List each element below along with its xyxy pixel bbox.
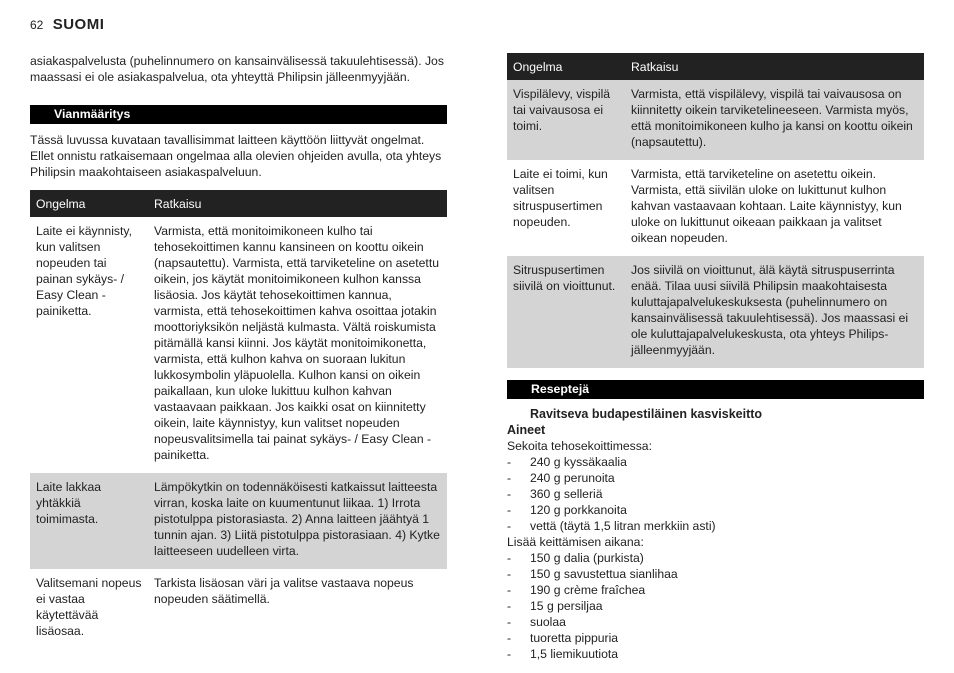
troubleshooting-table [30, 190, 447, 649]
solution-cell: Varmista, että monitoimikoneen kulho tai tehosekoittimen kannu kansineen on koottu oikein (napsautettu). Varmista, että tarviketeline on asetettu oikein, jos käytät monitoimikoneen kulhon kanssa lisäosia. Jos käytät tehosekoittimen kannua, varmista, että tehosekoittimen kahva osoittaa jotakin moottoriyksikön neljästä kulmasta. Vältä roiskumista pitämällä kansi kiinni. Jos käytät monitoimikonetta, varmista, että kulhon kahva on suoraan lukitun lukkosymbolin yläpuolella. Kulhon kansi on oikein paikallaan, kun uloke lukittuu kulhon kahvan vastaavaan paikkaan. Jos kaikki osat on kiinnitetty oikein, laite käynnistyy, kun valitset nopeuden nopeusvalitsimella tai painat sykäys- / Easy Clean -painiketta. [154, 224, 439, 462]
section-title-recipes: Reseptejä [507, 380, 924, 399]
solution-cell: Jos siivilä on vioittunut, älä käytä sitruspuserrinta enää. Tilaa uusi siivilä Philipsin maakohtaisesta kuluttajapalvelukeskuksesta (puhelinnumero on kansainvälisessä takuulehtisessä). Jos maassasi ei ole kuluttajapalvelukeskusta, ota yhteys Philips-jälleenmyyjään. [625, 256, 924, 368]
add-ingredients-list [507, 550, 924, 662]
table-row [507, 256, 924, 368]
problem-cell: Laite ei toimi, kun valitsen sitruspusertimen nopeuden. [513, 167, 608, 229]
header-solution: Ratkaisu [625, 53, 924, 80]
header-solution: Ratkaisu [148, 190, 447, 217]
list-item: - 190 g crème fraîchea [507, 582, 924, 598]
list-item: - 15 g persiljaa [507, 598, 924, 614]
table-row [507, 80, 924, 160]
troubleshooting-table-continued [507, 53, 924, 368]
list-item: - 240 g kyssäkaalia [507, 454, 924, 470]
recipe-title: Ravitseva budapestiläinen kasviskeitto [530, 407, 763, 421]
table-header-row [507, 53, 924, 80]
list-item: - 120 g porkkanoita [507, 502, 924, 518]
mix-instruction: Sekoita tehosekoittimessa: [507, 439, 652, 453]
problem-cell: Laite ei käynnisty, kun valitsen nopeuden tai painan sykäys- / Easy Clean -painiketta. [36, 224, 132, 318]
table-row [30, 217, 447, 473]
solution-cell: Tarkista lisäosan väri ja valitse vastaava nopeus nopeuden säätimellä. [154, 576, 414, 606]
ingredients-title: Aineet [507, 423, 546, 437]
intro-text: asiakaspalvelusta (puhelinnumero on kansainvälisessä takuulehtisessä). Jos maassasi ei ole asiakaspalvelua, ota yhteyttä Philipsin jälleenmyyjään. [30, 54, 444, 84]
page-number: 62 [30, 18, 44, 32]
right-column [507, 53, 924, 662]
list-item: - 150 g dalia (purkista) [507, 550, 924, 566]
solution-cell: Lämpökytkin on todennäköisesti katkaissut laitteesta virran, koska laite on kuumentunut liikaa. 1) Irrota pistotulppa pistorasiasta. 2) Anna laitteen jäähtyä 1 tunnin ajan. 3) Liitä pistotulppa pistorasiaan. 4) Kytke laitteeseen uudelleen virta. [148, 473, 447, 569]
table-row [507, 160, 924, 256]
problem-cell: Valitsemani nopeus ei vastaa käytettävää lisäosaa. [36, 576, 142, 638]
add-instruction: Lisää keittämisen aikana: [507, 535, 644, 549]
problem-cell: Vispilälevy, vispilä tai vaivausosa ei toimi. [507, 80, 625, 160]
header-problem: Ongelma [30, 190, 148, 217]
solution-cell: Varmista, että tarviketeline on asetettu oikein. Varmista, että siivilän uloke on lukittunut kulhon kahvan vastaavaan kohtaan. Laite käynnistyy, kun uloke on lukittunut oikeaan paikkaan ja valitset oikean nopeuden. [631, 167, 902, 245]
list-item: - 360 g selleriä [507, 486, 924, 502]
troubleshooting-intro: Tässä luvussa kuvataan tavallisimmat laitteen käyttöön liittyvät ongelmat. Ellet onnistu ratkaisemaan ongelmaa alla olevien ohjeiden avulla, ota yhteys Philipsin maakohtaiseen asiakaspalveluun. [30, 133, 442, 179]
list-item: - 240 g perunoita [507, 470, 924, 486]
problem-cell: Sitruspusertimen siivilä on vioittunut. [507, 256, 625, 368]
problem-cell: Laite lakkaa yhtäkkiä toimimasta. [30, 473, 148, 569]
table-row [30, 473, 447, 569]
list-item: - 150 g savustettua sianlihaa [507, 566, 924, 582]
header-problem: Ongelma [507, 53, 625, 80]
solution-cell: Varmista, että vispilälevy, vispilä tai vaivausosa on kiinnitetty oikein tarviketelineeseen. Varmista myös, että monitoimikoneen kulho ja kansi on koottu oikein (napsautettu). [625, 80, 924, 160]
list-item: - suolaa [507, 614, 924, 630]
left-column [30, 53, 447, 649]
mix-ingredients-list [507, 454, 924, 534]
list-item: - vettä (täytä 1,5 litran merkkiin asti) [507, 518, 924, 534]
page-header [30, 16, 104, 33]
table-row [30, 569, 447, 649]
list-item: - 1,5 liemikuutiota [507, 646, 924, 662]
language-title: SUOMI [52, 16, 105, 33]
table-header-row [30, 190, 447, 217]
list-item: - tuoretta pippuria [507, 630, 924, 646]
section-title-troubleshooting: Vianmääritys [30, 105, 447, 124]
